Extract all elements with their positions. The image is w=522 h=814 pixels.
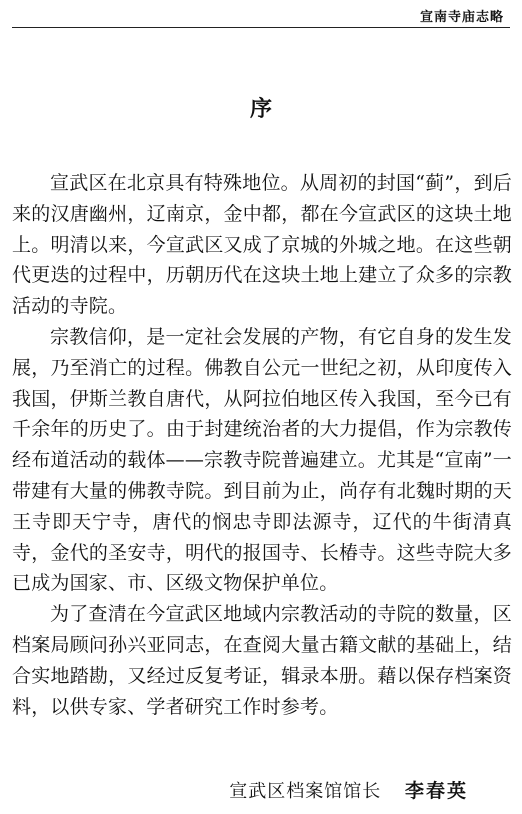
paragraph-1: 宣武区在北京具有特殊地位。从周初的封国“蓟”，到后来的汉唐幽州，辽南京，金中都，都在今宣武区的这块土地上。明清以来，今宣武区又成了京城的外城之地。在这些朝代更迭的过程中，历朝历代在这块土地上建立了众多的宗教活动的寺院。 [12,172,512,318]
running-head-title: 宣南寺庙志略 [419,10,504,25]
header-rule [12,27,510,28]
preface-title: 序 [249,97,272,122]
signature-organization: 宣武区档案馆馆长 [229,781,382,802]
signature-name: 李春英 [404,780,468,802]
paragraph-3: 为了查清在今宣武区地域内宗教活动的寺院的数量，区档案局顾问孙兴亚同志，在查阅大量古籍文献的基础上，结合实地踏勘，又经过反复考证，辑录本册。藉以保存档案资料，以供专家、学者研究工作时参考。 [12,603,512,718]
paragraph-2: 宗教信仰，是一定社会发展的产物，有它自身的发生发展，乃至消亡的过程。佛教自公元一世纪之初，从印度传入我国，伊斯兰教自唐代，从阿拉伯地区传入我国，至今已有千余年的历史了。由于封建统治者的大力提倡，作为宗教传经布道活动的载体——宗教寺院普遍建立。尤其是“宣南”一带建有大量的佛教寺院。到目前为止，尚存有北魏时期的天王寺即天宁寺，唐代的悯忠寺即法源寺，辽代的牛街清真寺，金代的圣安寺，明代的报国寺、长椿寺。这些寺院大多已成为国家、市、区级文物保护单位。 [12,325,512,595]
signature [229,776,468,803]
page-header [0,0,522,34]
preface-body [12,168,512,722]
